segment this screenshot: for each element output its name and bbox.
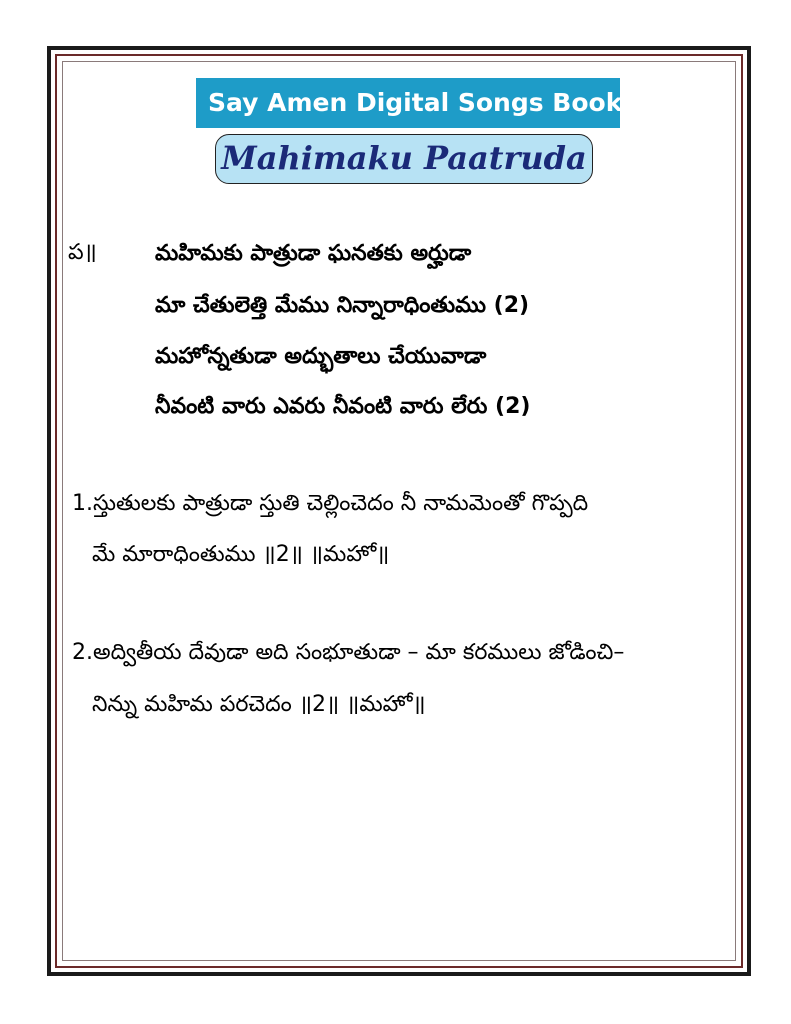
pallavi-line-4: నీవంటి వారు ఎవరు నీవంటి వారు లేరు (2) [155, 394, 531, 419]
verse-1-line-2: మే మారాధింతుము ॥2॥ ॥మహో॥ [92, 542, 390, 567]
verse-2-line-1: 2.అద్వితీయ దేవుడా అది సంభూతుడా – మా కరములు జోడించి– [72, 640, 625, 665]
pallavi-line-3: మహోన్నతుడా అద్భుతాలు చేయువాడా [155, 344, 487, 369]
pallavi-line-2: మా చేతులెత్తి మేము నిన్నారాధింతుము (2) [155, 293, 530, 318]
songbook-banner: Say Amen Digital Songs Book [196, 78, 620, 128]
pallavi-label: ప॥ [68, 240, 97, 265]
verse-1-line-1: 1.స్తుతులకు పాత్రుడా స్తుతి చెల్లించెదం నీ నామమెంతో గొప్పది [72, 491, 589, 516]
song-title: Mahimaku Paatruda [215, 134, 593, 184]
pallavi-line-1: మహిమకు పాత్రుడా ఘనతకు అర్హుడా [155, 241, 472, 266]
verse-2-line-2: నిన్ను మహిమ పరచెదం ॥2॥ ॥మహో॥ [92, 692, 426, 717]
